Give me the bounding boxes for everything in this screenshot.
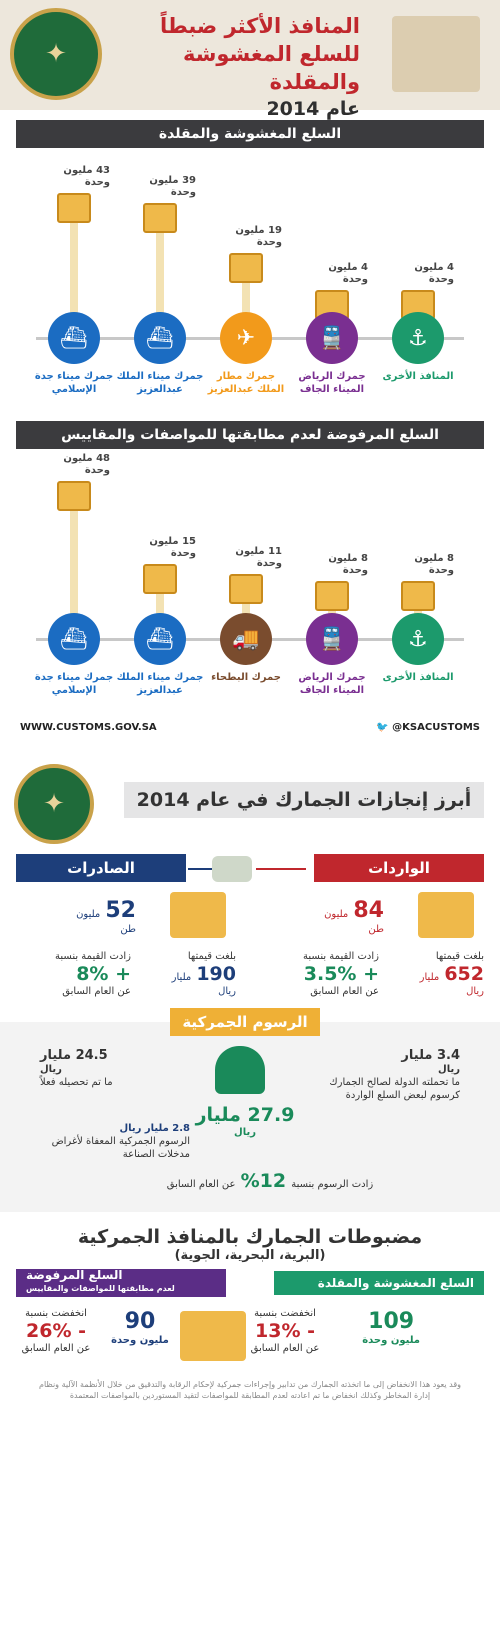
value-label [298,262,368,286]
mixed-transport-icon: ⚓ [392,312,444,364]
value-label [384,262,454,286]
customs-seal-logo: ✦ [10,8,102,100]
ship-icon: ⛴ [134,312,186,364]
header-title [100,12,360,122]
seizures-subtitle: (البرية، البحرية، الجوية) [174,1248,326,1263]
tariff-collected: 24.5 مليار ريال ما تم تحصيله فعلاً [40,1048,113,1088]
exports-tab: الصادرات [16,854,186,882]
import-arrow-icon [256,868,306,870]
rejected-value: 90 مليون وحدة [111,1309,169,1346]
value-unit: وحدة [170,186,196,198]
port-label: جمرك ميناء جدة الإسلامي [34,371,114,395]
imports-worth: بلغت قيمتها 652 مليار ريال [419,951,484,997]
tariff-section [0,1013,500,1212]
ship-icon: ⛴ [134,613,186,665]
port-label: المنافذ الأخرى [382,672,454,683]
value-unit: وحدة [84,465,110,476]
train-icon: 🚆 [306,312,358,364]
value-label [126,536,196,560]
tariff-increase: زادت الرسوم بنسبة 12% عن العام السابق [166,1170,374,1192]
counterfeit-value: 109 مليون وحدة [362,1309,420,1346]
value-amount: 43 مليون [63,164,110,176]
value-unit: وحدة [342,565,368,576]
imports-tab: الواردات [314,854,484,882]
counterfeit-goods-label: السلع المغشوشة والمقلدة [274,1271,484,1295]
value-amount: 15 مليون [149,535,196,547]
port-label: جمرك الرياض الميناء الجاف [298,672,366,696]
value-label [126,175,196,199]
imports-increase: زادت القيمة بنسبة + 3.5% عن العام السابق [303,951,379,997]
boxes-icon-2 [170,892,226,938]
package-icon [229,253,263,283]
value-unit: وحدة [170,547,196,559]
counterfeit-ports-chart [16,148,484,413]
exports-increase: زادت القيمة بنسبة + 8% عن العام السابق [55,951,131,997]
package-icon [229,574,263,604]
port-label: جمرك الرياض الميناء الجاف [298,371,366,395]
value-amount: 39 مليون [149,174,196,186]
seizures-note: وقد يعود هذا الانخفاض إلى ما اتخذته الجمارك من تدابير وإجراءات جمركية لإحكام الرقابة والتدقيق من خلال الأنظمة الآلية ونظام إدارة المخاطر وكذلك انخفاض ما تم اعادته لعدم المطابقة للمواصفات لتقيد المستوردين بالمواصفات المعتمدة [38,1380,461,1400]
value-unit: وحدة [342,274,368,285]
value-label [212,546,282,570]
footer-top [0,714,500,741]
value-amount: 4 مليون [328,262,368,273]
rejected-goods-label: السلع المرفوضة [26,1268,123,1282]
twitter-icon: 🐦 [376,722,389,733]
trade-stats [0,888,500,1018]
value-label [298,553,368,577]
train-icon: 🚆 [306,613,358,665]
value-amount: 11 مليون [235,545,282,557]
package-icon [143,564,177,594]
website-link[interactable]: WWW.CUSTOMS.GOV.SA [20,722,157,733]
port-label: جمرك البطحاء [211,672,281,683]
twitter-handle-text: @KSACUSTOMS [392,722,480,733]
achievements-title: أبرز إنجازات الجمارك في عام 2014 [124,782,484,818]
mixed-transport-icon: ⚓ [392,613,444,665]
value-amount: 8 مليون [328,553,368,564]
value-unit: وحدة [256,557,282,569]
achievements-infographic [0,760,500,1631]
imports-weight: 84 مليون طن [324,898,384,935]
box-decoration-icon [392,16,480,92]
seizures-title: مضبوطات الجمارك بالمنافذ الجمركية [77,1226,423,1248]
twitter-handle[interactable] [376,722,480,733]
port-label: جمرك ميناء الملك عبدالعزيز [116,672,204,696]
tariff-state-borne: 3.4 مليار ريال ما تحملته الدولة لصالح الجمارك كرسوم لبعض السلع الواردة [329,1048,460,1101]
tariff-exempted: 2.8 مليار ريال الرسوم الجمركية المعفاة لأغراض مدخلات الصناعة [51,1123,190,1160]
rejected-goods-sub: لعدم مطابقتها للمواصفات والمقاييس [26,1284,175,1293]
value-label [40,453,110,477]
rejected-section-title: السلع المرفوضة لعدم مطابقتها للمواصفات والمقاييس [16,421,484,449]
port-label: جمرك ميناء جدة الإسلامي [34,672,114,696]
package-icon [401,581,435,611]
value-amount: 19 مليون [235,224,282,236]
value-amount: 48 مليون [63,453,110,464]
exports-worth: بلغت قيمتها 190 مليار ريال [171,951,236,997]
saudi-map-icon [212,856,252,882]
counterfeit-change: انخفضت بنسبة - 13% عن العام السابق [250,1308,320,1354]
seizures-goods [0,1263,500,1413]
boxes-icon [418,892,474,938]
value-unit: وحدة [428,565,454,576]
counterfeit-section-title: السلع المغشوشة والمقلدة [16,120,484,148]
ship-icon: ⛴ [48,613,100,665]
port-label: جمرك مطار الملك عبدالعزيز [207,371,285,395]
package-icon [143,203,177,233]
title-year: عام 2014 [266,98,360,120]
header [0,0,500,120]
exports-weight: 52 مليون طن [76,898,136,935]
value-unit: وحدة [256,236,282,248]
package-icon [57,193,91,223]
trade-tabs [0,848,500,888]
value-unit: وحدة [428,274,454,285]
rejected-ports-chart [16,449,484,714]
value-amount: 8 مليون [414,553,454,564]
port-label: المنافذ الأخرى [382,371,454,382]
tariff-title: الرسوم الجمركية [170,1008,320,1036]
boxes-icon-3 [180,1311,246,1361]
export-arrow-icon [188,868,212,870]
value-unit: وحدة [84,176,110,188]
value-label [40,165,110,189]
customs-seal-logo-2: ✦ [14,764,94,844]
top-infographic [0,0,500,760]
title-line2: للسلع المغشوشة والمقلدة [183,42,360,94]
rejected-change: انخفضت بنسبة - 26% عن العام السابق [21,1308,91,1354]
rejected-goods-header [16,1269,226,1297]
achievements-header [0,760,500,848]
package-icon [315,581,349,611]
package-icon [57,481,91,511]
value-label [212,225,282,249]
ship-icon: ⛴ [48,312,100,364]
port-label: جمرك ميناء الملك عبدالعزيز [116,371,204,395]
value-label [384,553,454,577]
customs-officer-icon [215,1046,265,1094]
plane-icon: ✈ [220,312,272,364]
value-amount: 4 مليون [414,262,454,273]
tariff-total: 27.9 مليار ريال [195,1104,295,1138]
title-line1: المنافذ الأكثر ضبطاً [159,14,360,38]
truck-icon: 🚚 [220,613,272,665]
